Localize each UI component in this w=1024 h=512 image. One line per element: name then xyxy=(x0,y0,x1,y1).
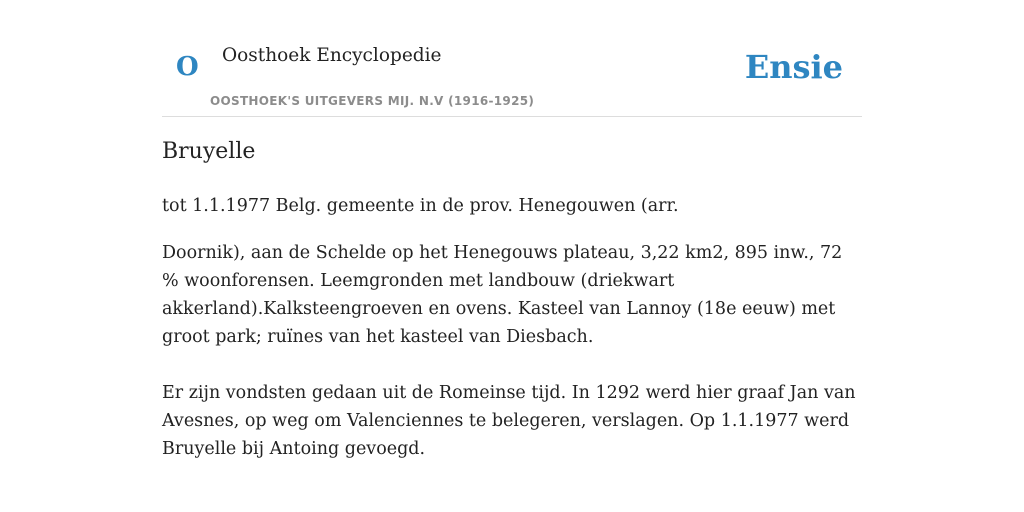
site-title[interactable]: Oosthoek Encyclopedie xyxy=(222,45,442,66)
header xyxy=(162,30,862,117)
ensie-brand-link[interactable]: Ensie xyxy=(744,48,843,86)
entry-paragraph-3: Er zijn vondsten gedaan uit de Romeinse tijd. In 1292 werd hier graaf Jan van Avesnes, op weg om Valenciennes te belegeren, verslagen. Op 1.1.1977 werd Bruyelle bij Antoing gevoegd. xyxy=(162,383,856,459)
entry-paragraph-1: tot 1.1.1977 Belg. gemeente in de prov. Henegouwen (arr. xyxy=(162,196,679,216)
entry-title: Bruyelle xyxy=(162,139,256,164)
publisher-label: OOSTHOEK'S UITGEVERS MIJ. N.V (1916-1925) xyxy=(210,94,535,108)
entry-paragraph-2: Doornik), aan de Schelde op het Henegouws plateau, 3,22 km2, 895 inw., 72 % woonforensen. Leemgronden met landbouw (driekwart akkerland).Kalksteengroeven en ovens. Kasteel van Lannoy (18e eeuw) met groot park; ruïnes van het kasteel van Diesbach. xyxy=(162,243,843,347)
encyclopedia-logo[interactable]: O xyxy=(176,52,199,82)
